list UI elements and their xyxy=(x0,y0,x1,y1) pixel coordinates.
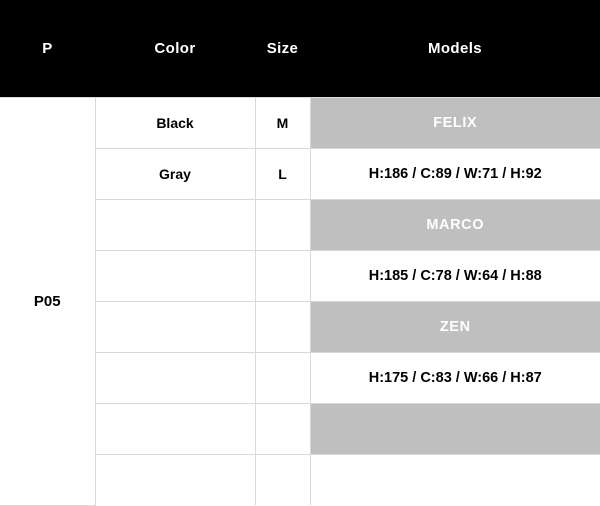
color-cell xyxy=(95,455,255,506)
size-cell: L xyxy=(255,149,310,200)
table-header xyxy=(0,0,600,98)
header-color: Color xyxy=(95,0,255,98)
header-size: Size xyxy=(255,0,310,98)
models-cell: ZEN xyxy=(310,302,600,353)
models-cell xyxy=(310,404,600,455)
models-cell xyxy=(310,455,600,506)
color-cell: Black xyxy=(95,98,255,149)
color-cell xyxy=(95,353,255,404)
size-cell xyxy=(255,404,310,455)
color-cell xyxy=(95,404,255,455)
size-cell xyxy=(255,302,310,353)
header-row xyxy=(0,0,600,98)
color-cell xyxy=(95,251,255,302)
p-value-cell: P05 xyxy=(0,98,95,506)
models-cell: H:186 / C:89 / W:71 / H:92 xyxy=(310,149,600,200)
size-cell xyxy=(255,251,310,302)
models-cell: H:185 / C:78 / W:64 / H:88 xyxy=(310,251,600,302)
models-cell: H:175 / C:83 / W:66 / H:87 xyxy=(310,353,600,404)
models-cell: MARCO xyxy=(310,200,600,251)
color-cell xyxy=(95,302,255,353)
models-cell: FELIX xyxy=(310,98,600,149)
size-cell xyxy=(255,353,310,404)
header-models: Models xyxy=(310,0,600,98)
table-body xyxy=(0,98,600,506)
size-cell xyxy=(255,200,310,251)
size-cell: M xyxy=(255,98,310,149)
table-row xyxy=(0,98,600,149)
color-cell xyxy=(95,200,255,251)
color-cell: Gray xyxy=(95,149,255,200)
size-cell xyxy=(255,455,310,506)
header-p: P xyxy=(0,0,95,98)
